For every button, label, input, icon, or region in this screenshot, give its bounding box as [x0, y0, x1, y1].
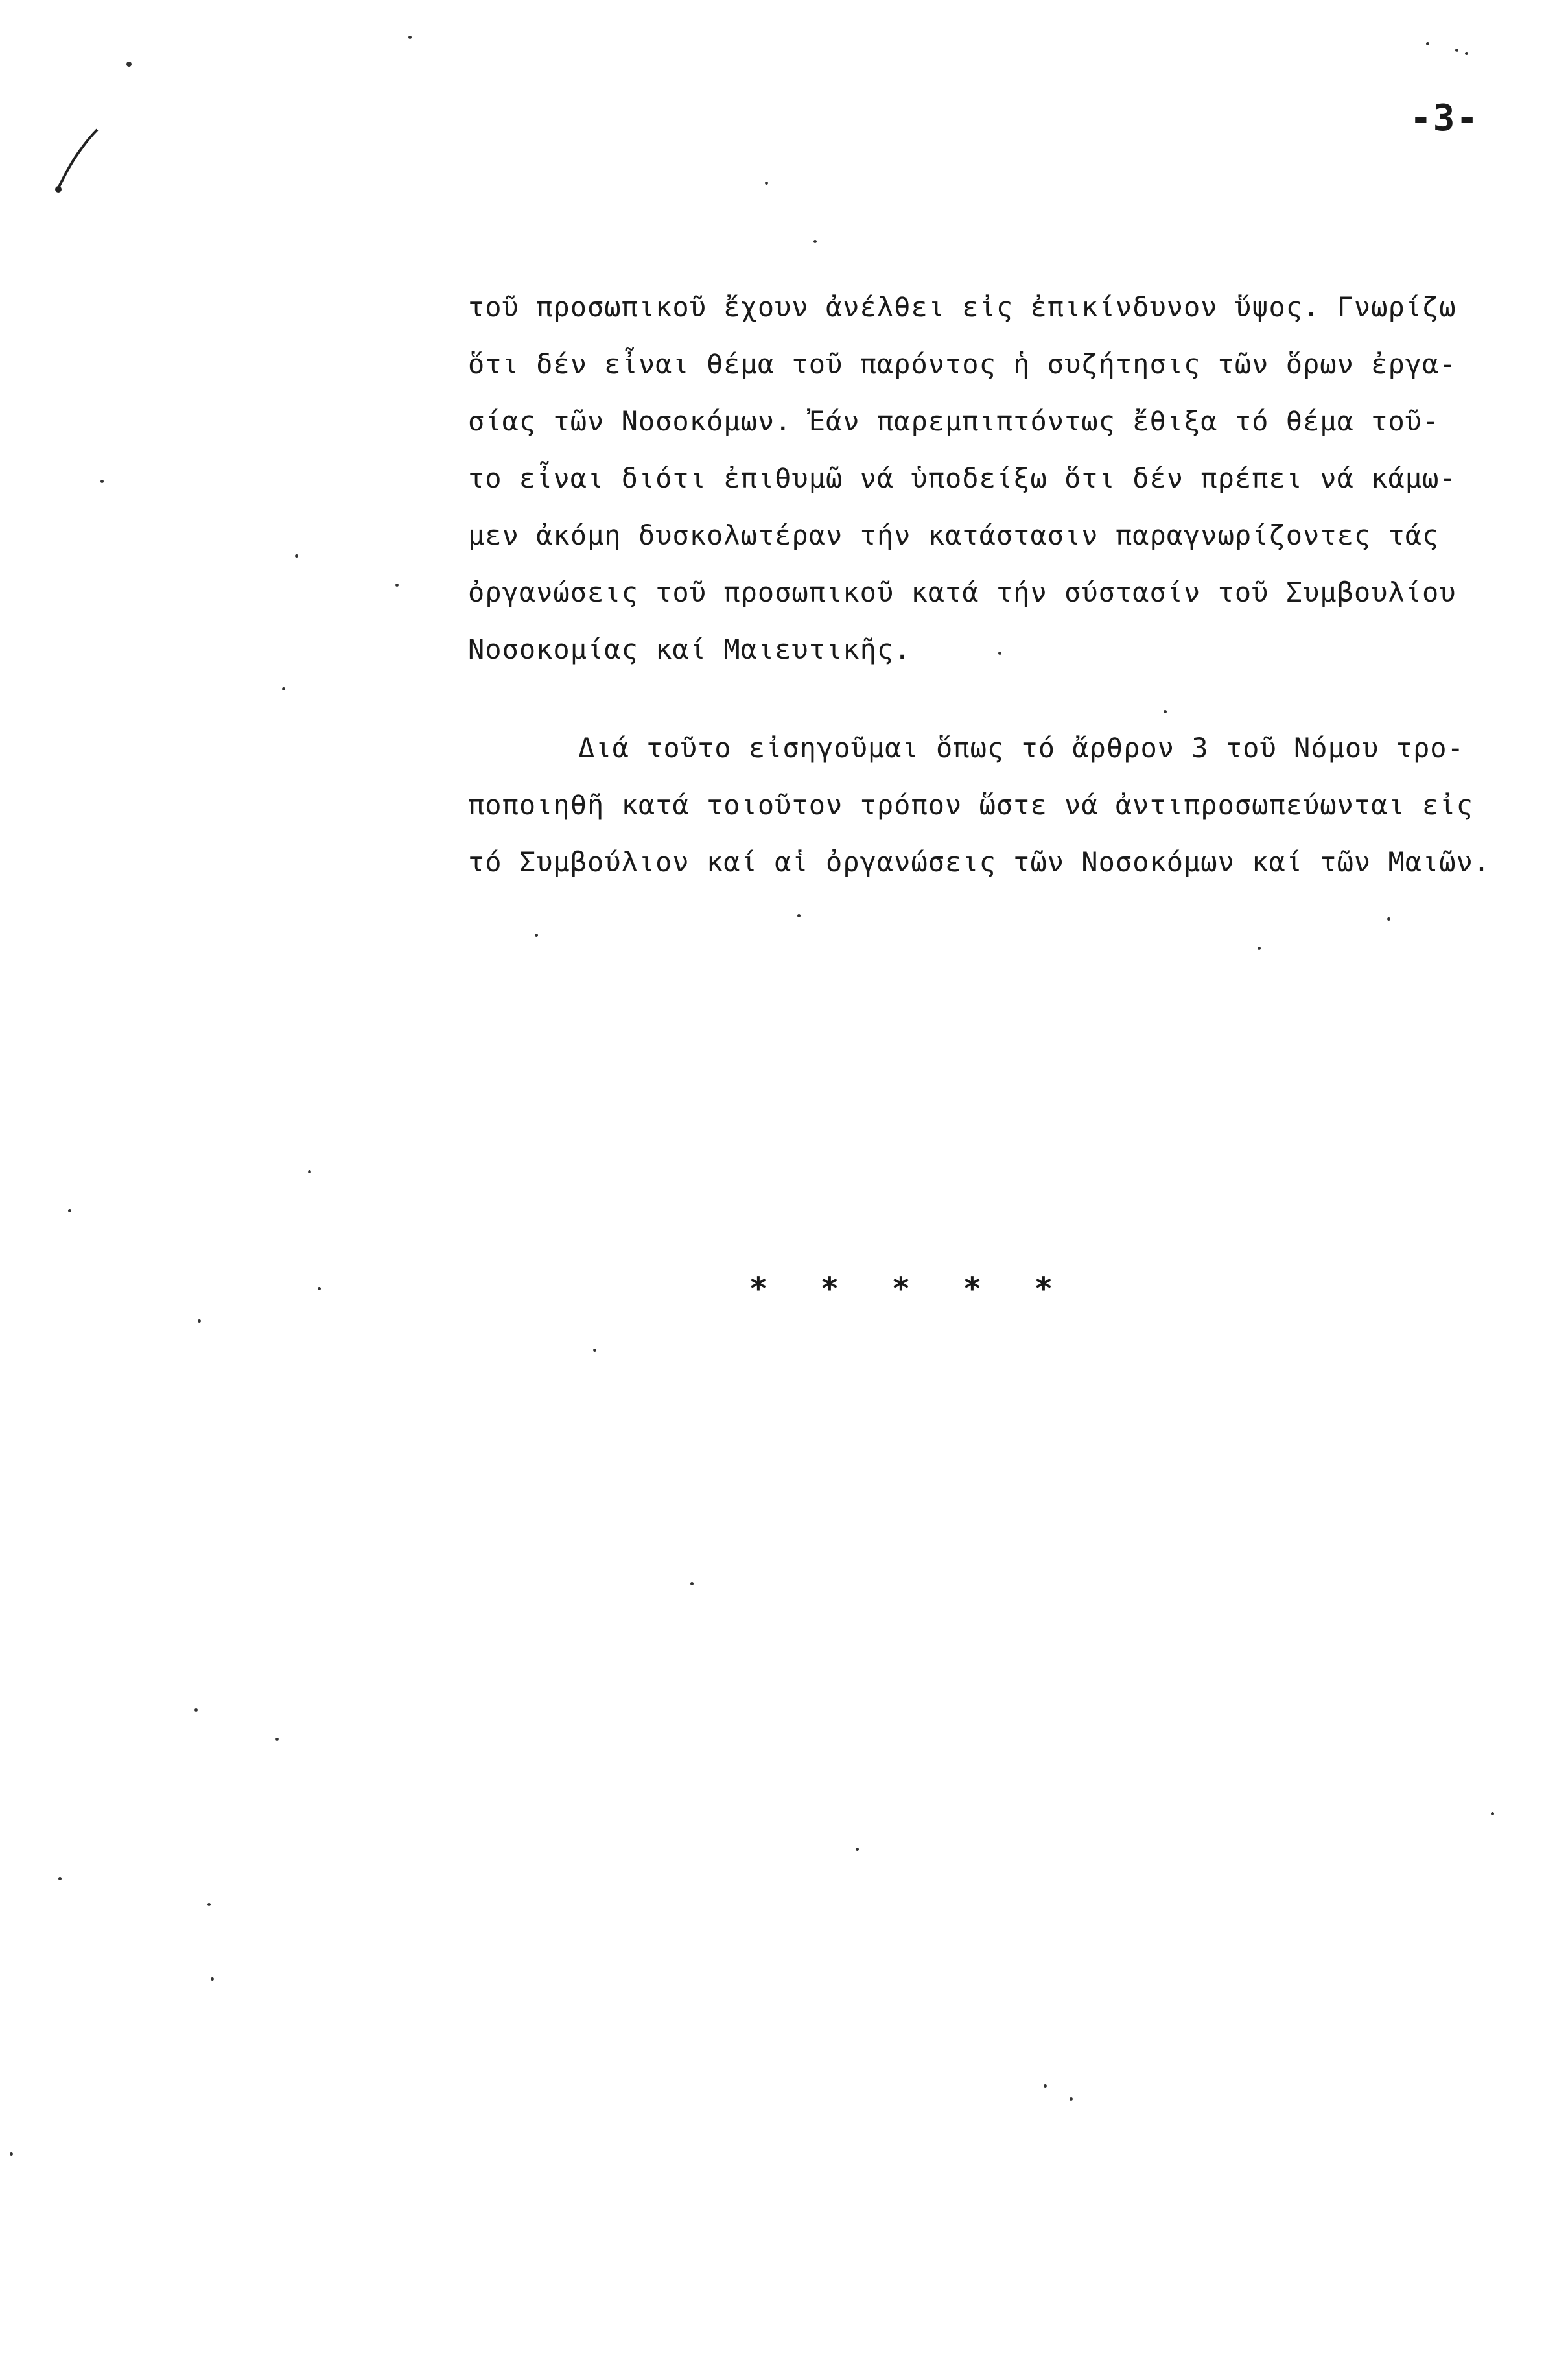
- text-line: ὅτι δέν εἶναι θέμα τοῦ παρόντος ἡ συζήτησις τῶν ὅρων ἐργα-: [468, 348, 1457, 380]
- scan-speck: [100, 480, 104, 483]
- scan-speck: [395, 584, 399, 587]
- scan-speck: [1164, 710, 1167, 713]
- scan-speck: [856, 1848, 859, 1851]
- scan-speck: [1465, 52, 1468, 55]
- scan-speck: [998, 652, 1001, 655]
- scan-speck: [593, 1349, 596, 1352]
- text-line: τό Συμβούλιον καί αἱ ὀργανώσεις τῶν Νοσοκόμων καί τῶν Μαιῶν.: [468, 846, 1491, 878]
- text-line: ὀργανώσεις τοῦ προσωπικοῦ κατά τήν σύστασίν τοῦ Συμβουλίου: [468, 576, 1457, 608]
- scan-speck: [1070, 2097, 1073, 2101]
- text-line: μεν ἀκόμη δυσκολωτέραν τήν κατάστασιν παραγνωρίζοντες τάς: [468, 519, 1440, 551]
- scan-speck: [282, 687, 285, 690]
- paragraph-1: [468, 279, 1466, 678]
- scan-speck: [1387, 917, 1390, 921]
- page-number: -3-: [1410, 97, 1480, 139]
- scan-speck: [308, 1170, 311, 1173]
- scan-speck: [408, 36, 412, 39]
- scan-speck: [58, 1877, 62, 1880]
- text-line: Διά τοῦτο εἰσηγοῦμαι ὅπως τό ἄρθρον 3 τοῦ Νόμου τρο-: [578, 732, 1464, 764]
- scan-speck: [765, 182, 768, 185]
- scan-speck: [318, 1287, 321, 1290]
- scan-speck: [690, 1582, 694, 1585]
- scan-speck: [1491, 1812, 1494, 1815]
- asterisk-mark: *: [749, 1271, 768, 1307]
- scan-speck: [211, 1977, 214, 1981]
- text-line: ποποιηθῆ κατά τοιοῦτον τρόπον ὥστε νά ἀντιπροσωπεύωνται εἰς: [468, 789, 1473, 821]
- text-line: το εἶναι διότι ἐπιθυμῶ νά ὑποδείξω ὅτι δέν πρέπει νά κάμω-: [468, 462, 1457, 494]
- section-separator: [745, 1271, 1057, 1307]
- text-line: Νοσοκομίας καί Μαιευτικῆς.: [468, 633, 911, 665]
- scan-speck: [198, 1319, 201, 1323]
- paragraph-2: [468, 720, 1491, 891]
- asterisk-mark: *: [1034, 1271, 1053, 1307]
- scan-speck: [68, 1209, 71, 1212]
- pen-mark: [45, 110, 123, 201]
- scan-speck: [194, 1708, 198, 1712]
- scan-speck: [126, 62, 132, 67]
- scan-speck: [1426, 42, 1429, 45]
- scan-speck: [10, 2152, 13, 2156]
- text-line: σίας τῶν Νοσοκόμων. Ἐάν παρεμπιπτόντως ἔθιξα τό θέμα τοῦ-: [468, 405, 1440, 437]
- scan-speck: [275, 1738, 279, 1741]
- scan-speck: [295, 554, 298, 558]
- scan-speck: [207, 1903, 211, 1906]
- scan-speck: [1044, 2084, 1047, 2088]
- scan-speck: [797, 914, 801, 917]
- asterisk-mark: *: [891, 1271, 911, 1307]
- scan-speck: [1455, 49, 1458, 52]
- scan-speck: [813, 240, 817, 243]
- scan-speck: [535, 934, 538, 937]
- text-line: τοῦ προσωπικοῦ ἔχουν ἀνέλθει εἰς ἐπικίνδυνον ὕψος. Γνωρίζω: [468, 291, 1457, 323]
- scan-speck: [1258, 947, 1261, 950]
- asterisk-mark: *: [820, 1271, 839, 1307]
- asterisk-mark: *: [963, 1271, 982, 1307]
